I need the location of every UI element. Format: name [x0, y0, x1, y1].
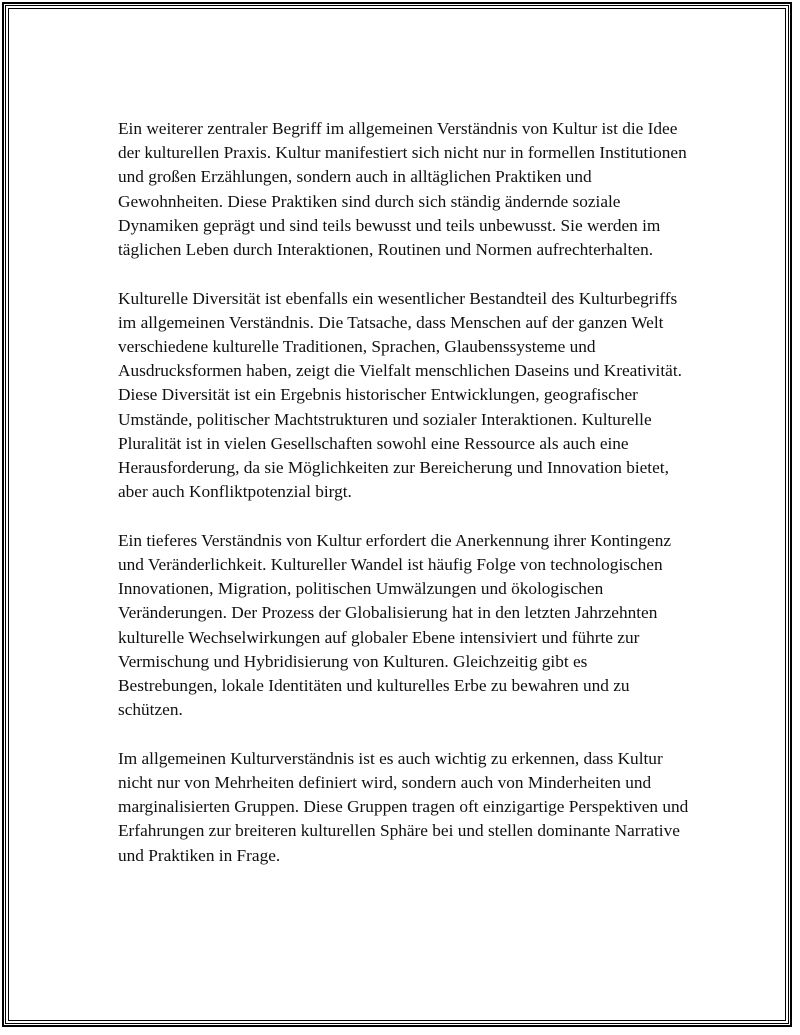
document-body: [118, 117, 690, 892]
paragraph-3: Ein tieferes Verständnis von Kultur erfordert die Anerkennung ihrer Kontingenz und Veränderlichkeit. Kultureller Wandel ist häufig Folge von technologischen Innovationen, Migration, politischen Umwälzungen und ökologischen Veränderungen. Der Prozess der Globalisierung hat in den letzten Jahrzehnten kulturelle Wechselwirkungen auf globaler Ebene intensiviert und führte zur Vermischung und Hybridisierung von Kulturen. Gleichzeitig gibt es Bestrebungen, lokale Identitäten und kulturelles Erbe zu bewahren und zu schützen.: [118, 530, 671, 720]
paragraph-4: Im allgemeinen Kulturverständnis ist es auch wichtig zu erkennen, dass Kultur nicht nur von Mehrheiten definiert wird, sondern auch von Minderheiten und marginalisierten Gruppen. Diese Gruppen tragen oft einzigartige Perspektiven und Erfahrungen zur breiteren kulturellen Sphäre bei und stellen dominante Narrative und Praktiken in Frage.: [118, 748, 689, 865]
paragraph-1: Ein weiterer zentraler Begriff im allgemeinen Verständnis von Kultur ist die Idee der kulturellen Praxis. Kultur manifestiert sich nicht nur in formellen Institutionen und großen Erzählungen, sondern auch in alltäglichen Praktiken und Gewohnheiten. Diese Praktiken sind durch sich ständig ändernde soziale Dynamiken geprägt und sind teils bewusst und teils unbewusst. Sie werden im täglichen Leben durch Interaktionen, Routinen und Normen aufrechterhalten.: [118, 119, 687, 260]
paragraph-2: Kulturelle Diversität ist ebenfalls ein wesentlicher Bestandteil des Kulturbegriffs im allgemeinen Verständnis. Die Tatsache, dass Menschen auf der ganzen Welt verschiedene kulturelle Traditionen, Sprachen, Glaubenssysteme und Ausdrucksformen haben, zeigt die Vielfalt menschlichen Daseins und Kreativität. Diese Diversität ist ein Ergebnis historischer Entwicklungen, geografischer Umstände, politischer Machtstrukturen und sozialer Interaktionen. Kulturelle Pluralität ist in vielen Gesellschaften sowohl eine Ressource als auch eine Herausforderung, da sie Möglichkeiten zur Bereicherung und Innovation bietet, aber auch Konfliktpotenzial birgt.: [118, 288, 682, 502]
